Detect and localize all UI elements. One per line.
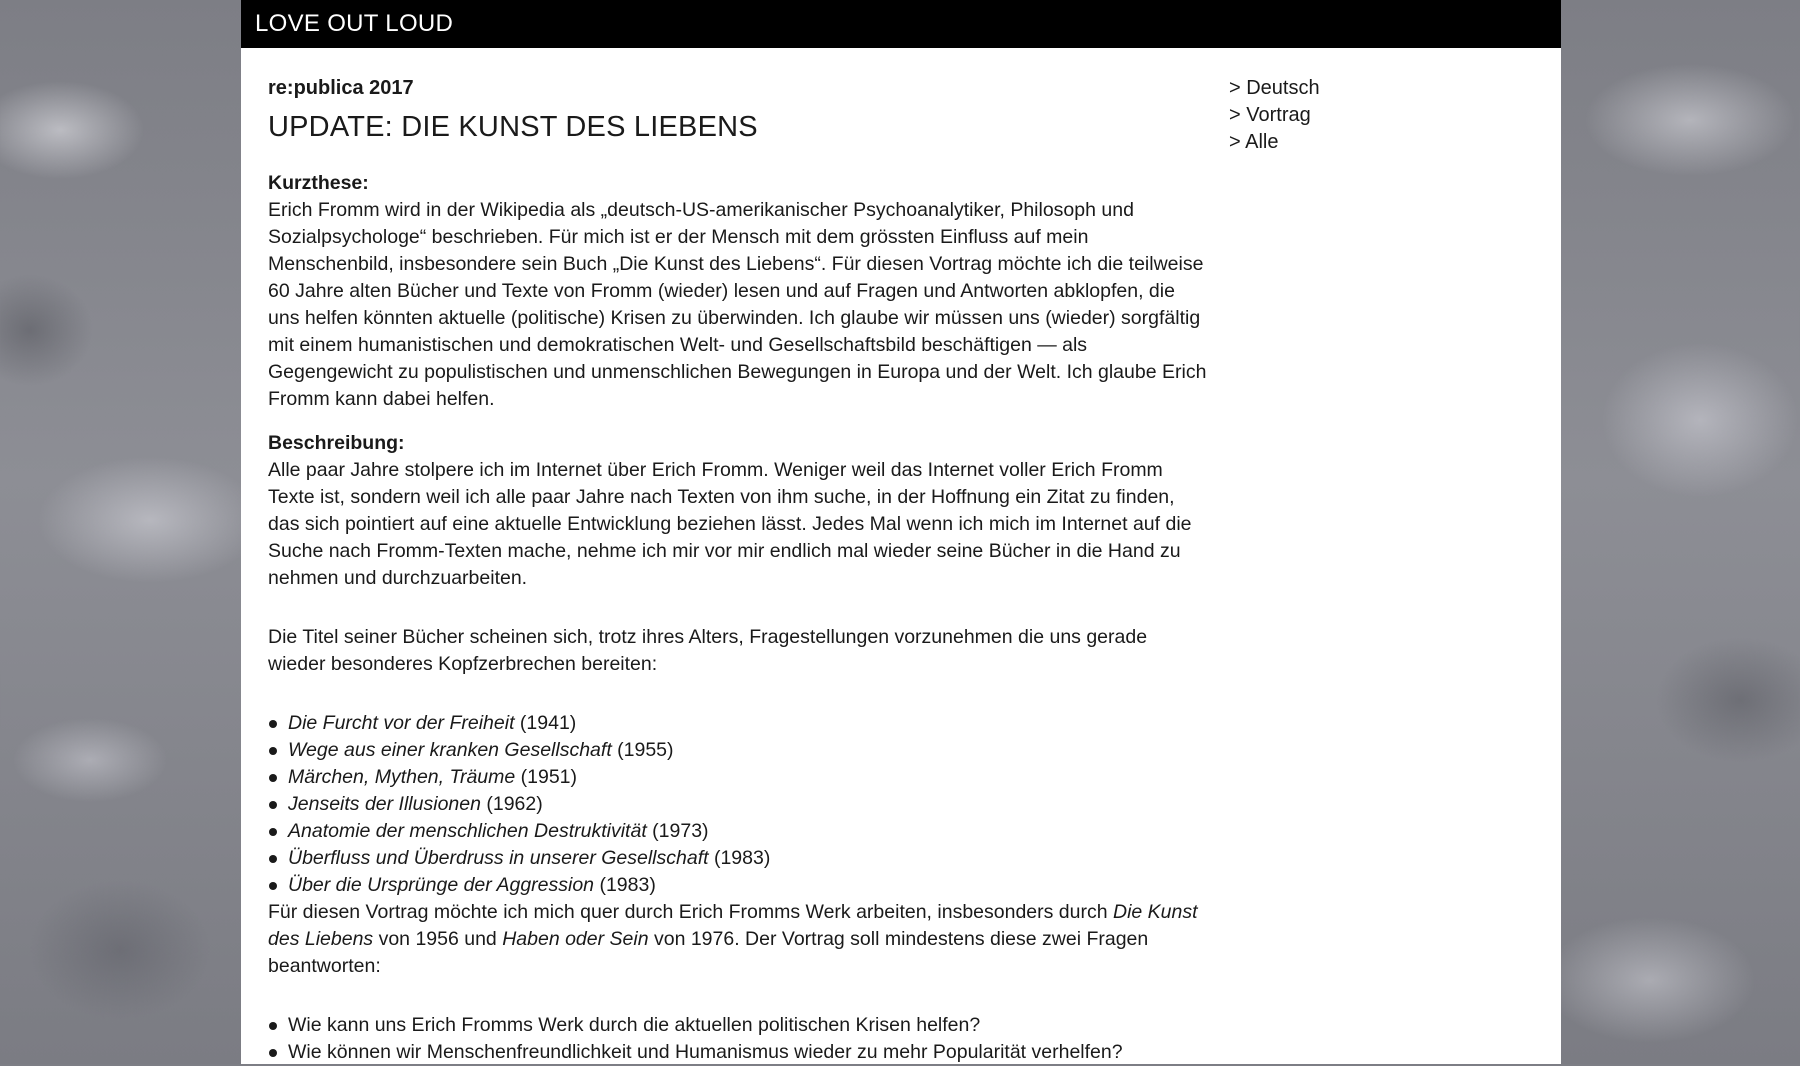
book-title: Die Furcht vor der Freiheit — [288, 712, 515, 734]
list-item — [288, 845, 1208, 872]
top-bar — [241, 0, 1561, 48]
kurzthese-section — [268, 170, 1208, 413]
list-item — [288, 791, 1208, 818]
beschreibung-text: Alle paar Jahre stolpere ich im Internet über Erich Fromm. Weniger weil das Internet voller Erich Fromm Texte ist, sondern weil ich alle paar Jahre nach Texten von ihm suche, in der Hoffnung ein Zitat zu finden, das sich pointiert auf eine aktuelle Entwicklung beziehen lässt. Jedes Mal wenn ich mich im Internet auf die Suche nach Fromm-Texten mache, nehme ich mir vor mir endlich mal wieder seine Bücher in die Hand zu nehmen und durchzuarbeiten. — [268, 459, 1192, 589]
book-year: (1983) — [708, 847, 771, 869]
article-title: UPDATE: DIE KUNST DES LIEBENS — [268, 111, 758, 143]
sidebar-nav — [1229, 75, 1320, 156]
book-year: (1962) — [480, 793, 543, 815]
book-title-kunst-des-liebens: Die Kunst des Liebens — [268, 901, 1198, 950]
sidebar-link-alle[interactable]: > Alle — [1229, 131, 1279, 153]
book-title: Märchen, Mythen, Träume — [288, 766, 516, 788]
sidebar-link-deutsch[interactable]: > Deutsch — [1229, 77, 1320, 99]
list-item — [288, 764, 1208, 791]
list-item — [288, 710, 1208, 737]
book-year: (1955) — [611, 739, 674, 761]
book-list — [268, 710, 1208, 899]
list-item — [288, 737, 1208, 764]
page-container — [241, 0, 1561, 1064]
book-year: (1983) — [594, 874, 656, 896]
sidebar-link-vortrag[interactable]: > Vortrag — [1229, 104, 1311, 126]
book-title: Wege aus einer kranken Gesellschaft — [288, 739, 612, 761]
question-list — [268, 1012, 1208, 1066]
book-year: (1941) — [514, 712, 577, 734]
beschreibung-label: Beschreibung: — [268, 432, 405, 454]
event-name: re:publica 2017 — [268, 77, 414, 99]
beschreibung-section — [268, 430, 1208, 592]
book-title: Überfluss und Überdruss in unserer Gesellschaft — [288, 847, 709, 869]
list-item — [288, 818, 1208, 845]
site-title-link[interactable]: LOVE OUT LOUD — [255, 10, 454, 37]
book-title: Über die Ursprünge der Aggression — [288, 874, 595, 896]
article-content — [268, 75, 1208, 1066]
vortrag-text-3: von 1976. Der Vortrag soll mindestens diese zwei Fragen beantworten: — [268, 928, 1149, 977]
book-title: Jenseits der Illusionen — [288, 793, 481, 815]
list-item — [288, 872, 1208, 899]
book-title-haben-oder-sein: Haben oder Sein — [502, 928, 649, 950]
book-title: Anatomie der menschlichen Destruktivität — [288, 820, 647, 842]
titles-intro: Die Titel seiner Bücher scheinen sich, trotz ihres Alters, Fragestellungen vorzunehmen die uns gerade wieder besonderes Kopfzerbrechen bereiten: — [268, 626, 1148, 675]
list-item: Wie können wir Menschenfreundlichkeit und Humanismus wieder zu mehr Popularität verhelfen? — [288, 1039, 1208, 1066]
list-item: Wie kann uns Erich Fromms Werk durch die aktuellen politischen Krisen helfen? — [288, 1012, 1208, 1039]
vortrag-paragraph — [268, 899, 1208, 980]
vortrag-text-1: Für diesen Vortrag möchte ich mich quer durch Erich Fromms Werk arbeiten, insbesonders durch — [268, 901, 1113, 923]
kurzthese-label: Kurzthese: — [268, 172, 369, 194]
vortrag-text-2: von 1956 und — [373, 928, 503, 950]
kurzthese-text: Erich Fromm wird in der Wikipedia als „deutsch-US-amerikanischer Psychoanalytiker, Philosoph und Sozialpsychologe“ beschrieben. Für mich ist er der Mensch mit dem grössten Einfluss auf mein Menschenbild, insbesondere sein Buch „Die Kunst des Liebens“. Für diesen Vortrag möchte ich die teilweise 60 Jahre alten Bücher und Texte von Fromm (wieder) lesen und auf Fragen und Antworten abklopfen, die uns helfen könnten aktuelle (politische) Krisen zu überwinden. Ich glaube wir müssen uns (wieder) sorgfältig mit einem humanistischen und demokratischen Welt- und Gesellschaftsbild beschäftigen — als Gegengewicht zu populistischen und unmenschlichen Bewegungen in Europa und der Welt. Ich glaube Erich Fromm kann dabei helfen. — [268, 199, 1207, 410]
book-year: (1973) — [646, 820, 709, 842]
book-year: (1951) — [515, 766, 578, 788]
